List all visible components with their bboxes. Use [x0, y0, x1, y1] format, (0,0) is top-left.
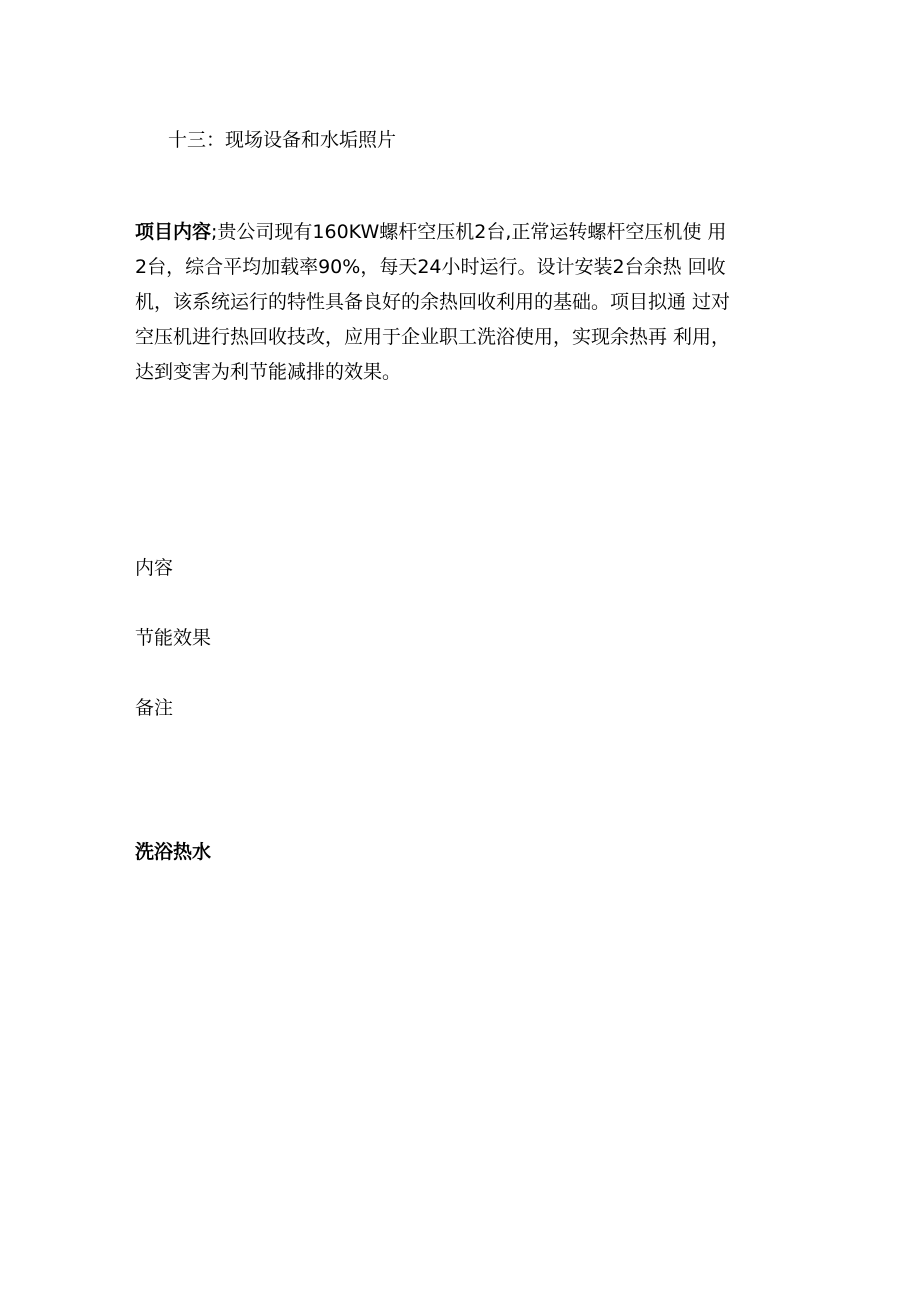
project-label-separator: ; [211, 221, 218, 243]
project-description [135, 215, 775, 390]
project-label: 项目内容 [135, 221, 212, 243]
content-label: 内容 [135, 557, 174, 579]
project-text-line-2: 2台，综合平均加载率90%，每天24小时运行。设计安装2台余热 回收 [135, 256, 726, 278]
energy-effect-label: 节能效果 [135, 627, 212, 649]
project-text-line-1: 贵公司现有160KW螺杆空压机2台,正常运转螺杆空压机使 用 [217, 221, 727, 243]
project-line-1 [135, 215, 775, 250]
project-text-line-4: 空压机进行热回收技改，应用于企业职工洗浴使用，实现余热再 利用， [135, 326, 731, 348]
project-text-line-3: 机，该系统运行的特性具备良好的余热回收利用的基础。项目拟通 过对 [135, 291, 731, 313]
project-text-line-5: 达到变害为利节能减排的效果。 [135, 361, 402, 383]
remarks-label: 备注 [135, 697, 174, 719]
bath-water-label: 洗浴热水 [135, 841, 212, 863]
section-heading: 十三：现场设备和水垢照片 [168, 129, 397, 151]
